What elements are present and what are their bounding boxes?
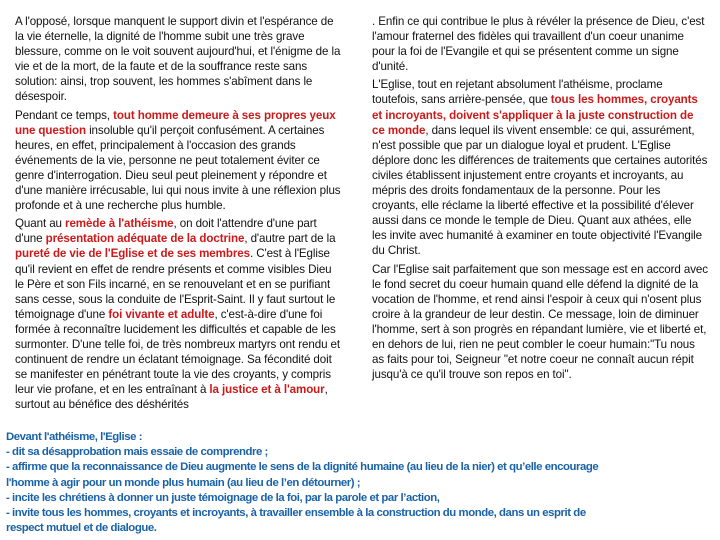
summary-line: - affirme que la reconnaissance de Dieu augmente le sens de la dignité humaine (au lieu de la nier) et qu’elle encourage [6, 461, 599, 474]
paragraph [372, 77, 708, 258]
summary-line: - incite les chrétiens à donner un juste témoignage de la foi, par la parole et par l’action, [6, 491, 440, 504]
text-segment: insoluble qu'il perçoit confusément. A certaines heures, en effet, principalement à l'occasion des grands événements de la vie, personne ne peut totalement éviter ce genre d'interrogation. Dieu seul peut pleinement y répondre et d'une manière irrécusable, lui qui nous invite à une réflexion plus profonde et à une recherche plus humble. [15, 123, 341, 213]
summary-block [6, 430, 718, 536]
text-segment: Quant au [15, 217, 66, 231]
highlighted-text: remède à l'athéisme [65, 217, 174, 231]
text-segment: L'Eglise, tout en rejetant absolument l'athéisme, proclame toutefois, sans arrière-pensée, que [372, 78, 663, 107]
highlighted-text: tous les hommes, croyants et incroyants, doivent s'appliquer à la juste construction de ce monde [372, 93, 698, 137]
text-segment: , d'autre part de la [244, 232, 336, 246]
summary-line: - dit sa désapprobation mais essaie de comprendre ; [6, 446, 268, 459]
left-text-column [15, 14, 343, 415]
text-segment: , c'est-à-dire d'une foi formée à reconnaître lucidement les difficultés et capable de les surmonter. D'une telle foi, de très nombreux martyrs ont rendu et continuent de rendre un éclatant témoignage. Sa fécondité doit se manifester en pénétrant toute la vie des croyants, y compris leur vie profane, et en les entraînant à [15, 307, 341, 397]
paragraph [15, 216, 343, 412]
highlighted-text: présentation adéquate de la doctrine [45, 232, 245, 246]
paragraph [372, 14, 708, 74]
text-segment: . Enfin ce qui contribue le plus à révéler la présence de Dieu, c'est l'amour fraternel des fidèles qui travaillent d'un coeur unanime pour la foi de l'Evangile et qui se présentent comme un signe d'unité. [372, 15, 705, 74]
text-segment: Pendant ce temps, [15, 108, 114, 122]
highlighted-text: tout homme demeure à ses propres yeux une question [15, 108, 336, 137]
paragraph [15, 14, 343, 105]
text-segment: A l'opposé, lorsque manquent le support divin et l'espérance de la vie éternelle, la dignité de l'homme subit une très grave blessure, comme on le voit souvent aujourd'hui, et l'énigme de la vie et de la mort, de la faute et de la souffrance reste sans solution: ainsi, trop souvent, les hommes s'abîment dans le désespoir. [15, 15, 341, 104]
summary-heading: Devant l'athéisme, l'Eglise : [6, 431, 143, 443]
summary-line: - invite tous les hommes, croyants et incroyants, à travailler ensemble à la construction du monde, dans un esprit de [6, 507, 586, 520]
summary-line: l'homme à agir pour un monde plus humain (au lieu de l’en détourner) ; [6, 476, 361, 489]
text-segment: , dans lequel ils vivent ensemble: ce qui, assurément, n'est possible que par un dialogue loyal et prudent. L'Eglise déplore donc les différences de traitements que certaines autorités civiles établissent injustement entre croyants et incroyants, au mépris des droits fondamentaux de la personne. Pour les croyants, elle réclame la liberté effective et la possibilité d'élever aussi dans ce monde le temple de Dieu. Quant aux athées, elle les invite avec humanité à examiner en toute objectivité l'Evangile du Christ. [372, 123, 708, 258]
text-segment: , surtout au bénéfice des déshérités [15, 383, 328, 412]
text-segment: , on doit l'attendre d'une part d'une [15, 217, 317, 246]
paragraph [372, 262, 708, 383]
right-text-column [372, 14, 708, 385]
highlighted-text: pureté de vie de l'Eglise et de ses membres [15, 247, 250, 261]
paragraph [15, 108, 343, 214]
text-segment: Car l'Eglise sait parfaitement que son message est en accord avec le fond secret du coeur humain quand elle défend la dignité de la vocation de l'homme, et rend ainsi l'espoir à ceux qui n'osent plus croire à la grandeur de leur destin. Ce message, loin de diminuer l'homme, sert à son progrès en répandant lumière, vie et liberté et, en dehors de lui, rien ne peut combler le coeur humain:"Tu nous as faits pour toi, Seigneur "et notre coeur ne connaît aucun répit jusqu'à ce qu'il trouve son repos en toi". [372, 262, 708, 382]
text-segment: . C'est à l'Eglise qu'il revient en effet de rendre présents et comme visibles Dieu le Père et son Fils incarné, en se renouvelant et en se purifiant sans cesse, sous la conduite de l'Esprit-Saint. Il y faut surtout le témoignage d'une [15, 247, 336, 321]
highlighted-text: foi vivante et adulte [108, 307, 215, 321]
highlighted-text: la justice et à l'amour [209, 383, 325, 397]
summary-line: respect mutuel et de dialogue. [6, 522, 157, 535]
